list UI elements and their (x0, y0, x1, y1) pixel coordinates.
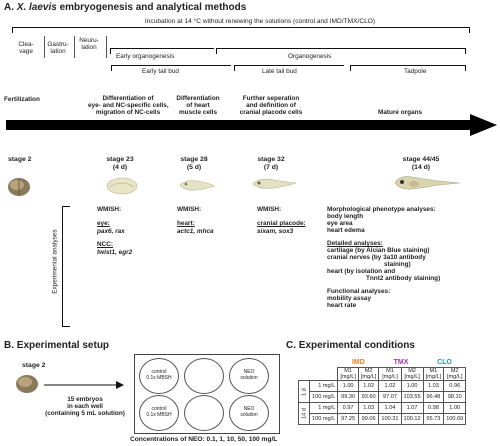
placode-genes: sixam, sox3 (257, 228, 294, 235)
event-fertilization: Fertilization (4, 96, 40, 103)
setup-embryo-image (14, 373, 40, 395)
embryo-stage-32-image (250, 174, 298, 194)
well: NEO solution (229, 358, 269, 394)
morph-item: heart edema (327, 227, 365, 234)
stage-23-label: stage 23 (106, 156, 134, 163)
m1-header: M1 [mg/L] (423, 368, 444, 381)
ncc-genes: twist1, egr2 (97, 249, 133, 256)
detailed-item: cartilage (by Alcian Blue staining) (327, 247, 430, 254)
m2-header: M2 [mg/L] (444, 368, 466, 381)
well: NEO solution (229, 395, 269, 431)
stage-32-day: (7 d) (263, 164, 279, 171)
phase-tadpole: Tadpole (404, 68, 427, 75)
event-placode: Further seperation and definition of cranial placode cells (239, 95, 303, 117)
setup-stage-label: stage 2 (22, 362, 46, 369)
compound-imd: IMD (351, 358, 365, 366)
phase-cleavage: Clea- vage (18, 41, 34, 56)
well: control 0.1x MBSH (139, 395, 179, 431)
stage-2-label: stage 2 (8, 156, 32, 163)
table-row: 100 mg/L 97.25 99.06 100.31 100.12 95.73 100.69 (299, 414, 466, 425)
wmish-32-label: WMISH: (257, 206, 282, 213)
section-a-title: A. X. laevis embryogenesis and analytical methods (4, 2, 247, 13)
stage-44-45-label: stage 44/45 (402, 156, 440, 163)
phase-late-tail-bud: Late tail bud (262, 68, 297, 75)
functional-header: Functional analyses: (327, 288, 391, 295)
compound-tmx: TMX (393, 358, 409, 366)
detailed-item: heart (by isolation and (327, 268, 396, 275)
section-b-title: B. Experimental setup (4, 340, 110, 351)
m1-header: M1 [mg/L] (338, 368, 359, 381)
table-row: 1 d 1 mg/L 1.00 1.02 1.02 1.00 1.03 0.96 (299, 381, 466, 392)
neo-concentrations: Concentrations of NEO: 0.1, 1, 10, 50, 100 mg/L (130, 436, 278, 443)
event-differentiation-eye-nc: Differentiation of eye- and NC-specific cells, migration of NC-cells (88, 95, 169, 117)
phase-early-organogenesis: Early organogenesis (116, 53, 175, 60)
experimental-analyses-label: Experimental analyses (51, 229, 59, 294)
event-differentiation-heart: Differentiation of heart muscle cells (176, 95, 220, 117)
day-label: 1 d (299, 381, 310, 403)
well (184, 395, 224, 431)
stage-23-day: (4 d) (112, 164, 128, 171)
incubation-label: Incubation at 14 °C without renewing the solutions (control and IMD/TMX/CLO) (144, 18, 376, 25)
heart-header: heart: (177, 220, 195, 227)
morph-item: eye area (327, 220, 353, 227)
placode-header: cranial placode: (257, 220, 306, 227)
wmish-28-label: WMISH: (177, 206, 202, 213)
morph-item: body length (327, 213, 364, 220)
functional-item: heart rate (327, 302, 357, 309)
phase-neurulation: Neuru- lation (79, 37, 99, 52)
stage-28-day: (5 d) (186, 164, 202, 171)
functional-item: mobility assay (327, 295, 372, 302)
section-c-title: C. Experimental conditions (286, 340, 415, 351)
table-row: 14 d 1 mg/L 0.97 1.03 1.04 1.07 0.98 1.00 (299, 403, 466, 414)
detailed-item: staining) (384, 261, 411, 268)
compound-clo: CLO (437, 358, 452, 366)
detailed-item: cranial nerves (by 3a10 antibody (327, 254, 426, 261)
eye-genes: pax6, rax (97, 228, 125, 235)
embryos-per-well: 15 embryos in each well (containing 5 mL solution) (45, 396, 125, 418)
embryo-stage-44-image (392, 172, 462, 194)
ncc-header: NCC: (97, 241, 113, 248)
detailed-header: Detailed analyses: (327, 240, 383, 247)
well: control 0.1x MBSH (139, 358, 179, 394)
morph-header: Morphological phenotype analyses: (327, 206, 436, 213)
m2-header: M2 [mg/L] (358, 368, 379, 381)
embryo-stage-2-image (6, 176, 32, 198)
embryo-stage-28-image (176, 176, 216, 194)
conditions-table (298, 357, 466, 425)
detailed-item: Tnnt2 antibody staining) (366, 275, 441, 282)
phase-organogenesis: Organogenesis (288, 53, 332, 60)
event-mature-organs: Mature organs (378, 109, 423, 116)
m1-header: M1 [mg/L] (379, 368, 401, 381)
timeline-arrow (0, 112, 500, 138)
stage-44-45-day: (14 d) (411, 164, 431, 171)
table-row: 100 mg/L 99.30 93.60 97.07 103.55 96.48 98.10 (299, 392, 466, 403)
phase-gastrulation: Gastru- lation (47, 41, 69, 56)
stage-28-label: stage 28 (180, 156, 208, 163)
m2-header: M2 [mg/L] (401, 368, 423, 381)
stage-32-label: stage 32 (257, 156, 285, 163)
incubation-line (12, 27, 470, 28)
day-label: 14 d (299, 403, 310, 425)
setup-arrow (44, 380, 124, 390)
phase-early-tail-bud: Early tail bud (142, 68, 179, 75)
embryo-stage-23-image (104, 175, 140, 197)
heart-genes: actc1, mhca (177, 228, 214, 235)
eye-header: eye: (97, 220, 110, 227)
well (184, 358, 224, 394)
wmish-23-label: WMISH: (97, 206, 122, 213)
